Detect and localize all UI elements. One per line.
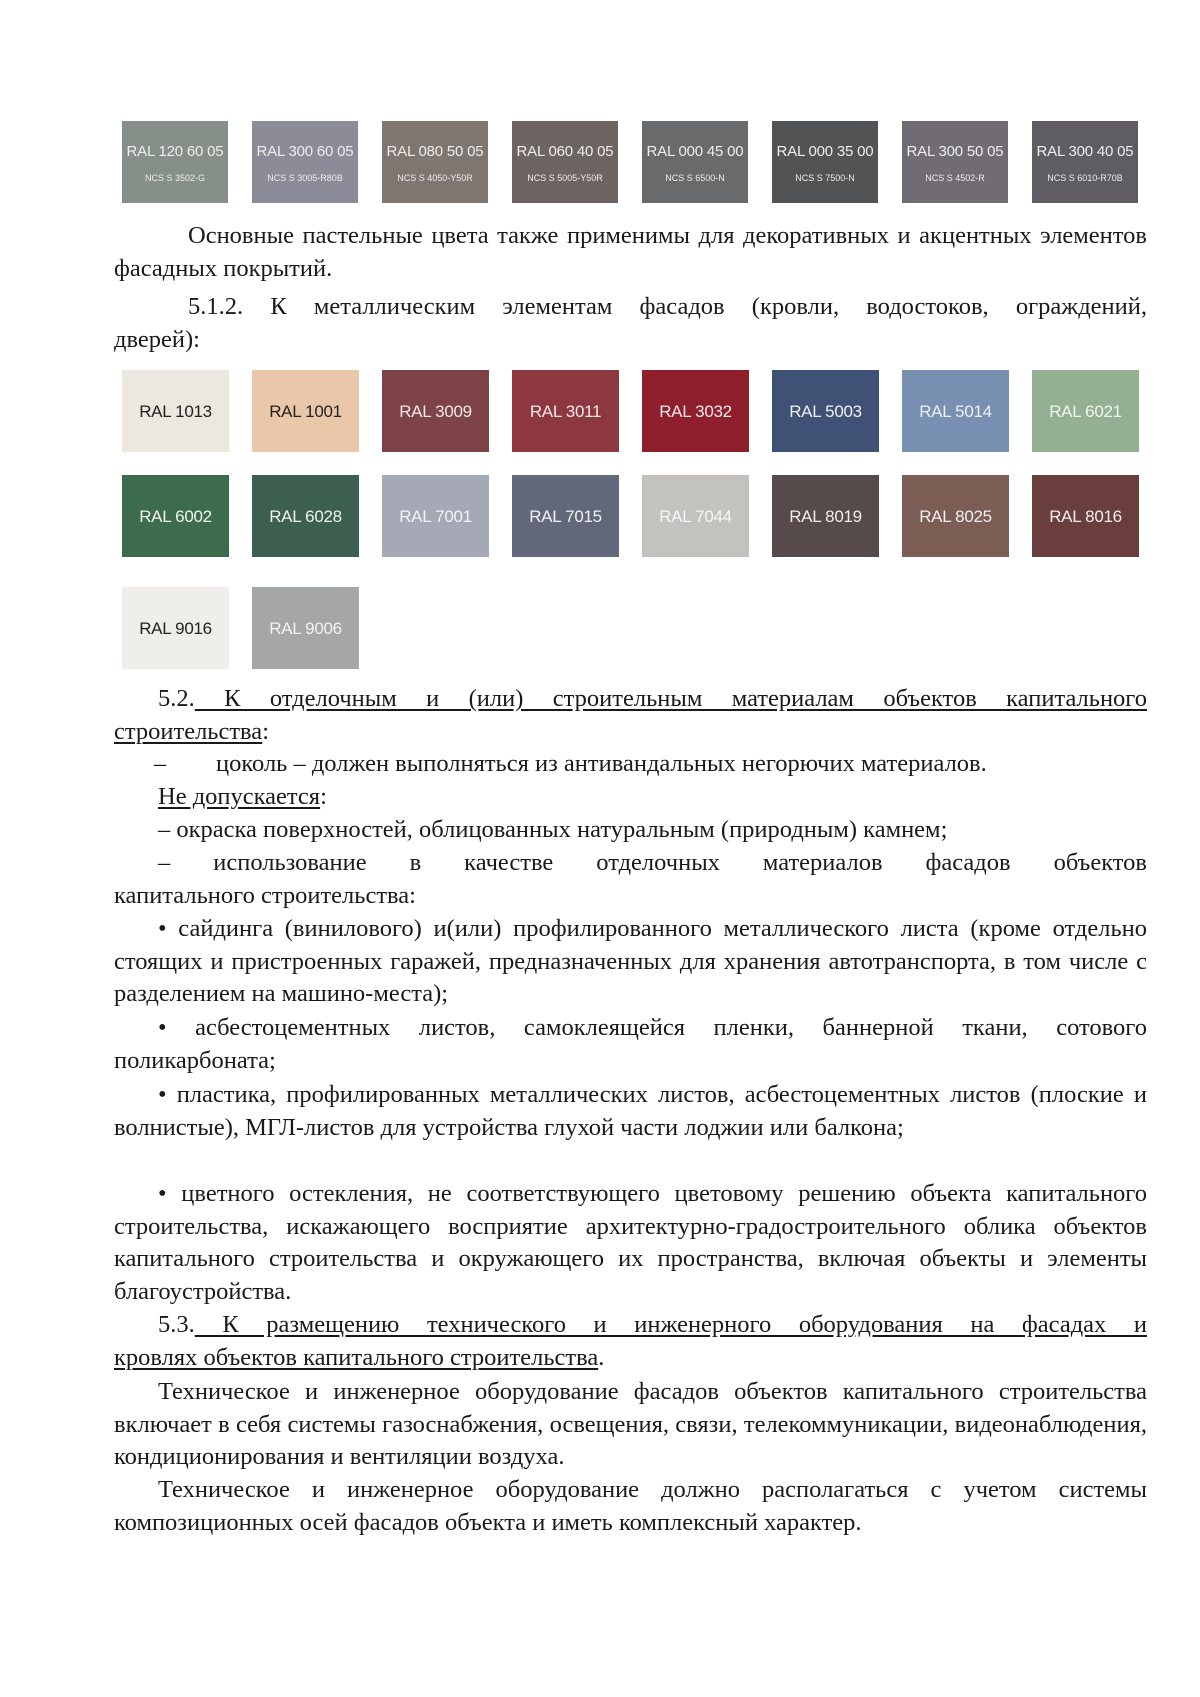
paragraph-equipment-2-text: Техническое и инженерное оборудование должно располагаться с учетом системы композиционных осей фасадов объекта и иметь комплексный характер.	[114, 1476, 1147, 1536]
bullet-siding	[114, 913, 1147, 1011]
bullet-glass-text: • цветного остекления, не соответствующего цветовому решению объекта капитального строительства, искажающего восприятие архитектурно-градостроительного облика объектов капитального строительства и окружающего их пространства, включая объекты и элементы благоустройства.	[114, 1180, 1147, 1305]
swatch-ral-label: RAL 1013	[139, 402, 212, 421]
not-allowed-colon: :	[320, 783, 327, 810]
paragraph-5-1-2-line2: дверей):	[114, 325, 200, 353]
swatch-ral-label: RAL 060 40 05	[516, 143, 614, 160]
item-use-line1: – использование в качестве отделочных материалов фасадов объектов	[158, 849, 1147, 876]
swatch-ral-label: RAL 000 35 00	[776, 143, 874, 160]
section-5-2-heading	[114, 683, 1147, 748]
section-5-3-dot: .	[598, 1343, 605, 1371]
swatch-ral-label: RAL 3032	[659, 402, 732, 421]
section-5-3-heading-line2	[114, 1342, 1147, 1375]
swatch-ral-label: RAL 7044	[659, 507, 732, 526]
color-swatch	[122, 370, 229, 452]
swatch-ral-label: RAL 6021	[1049, 402, 1122, 421]
color-swatch	[642, 475, 749, 557]
swatch-ral-label: RAL 1001	[269, 402, 342, 421]
section-5-3-title-part1: К размещению технического и инженерного оборудования на фасадах и	[194, 1311, 1147, 1338]
color-swatch	[512, 475, 619, 557]
color-swatch	[1032, 370, 1139, 452]
swatch-ral-label: RAL 6002	[139, 507, 212, 526]
plinth-text: цоколь – должен выполняться из антивандальных негорючих материалов.	[216, 750, 987, 777]
swatch-ral-label: RAL 3009	[399, 402, 472, 421]
color-swatch	[772, 475, 879, 557]
paragraph-pastel	[114, 220, 1147, 285]
color-swatch	[122, 121, 228, 203]
bullet-plastic	[114, 1079, 1147, 1144]
swatch-ncs-label: NCS S 3502-G	[144, 173, 206, 183]
color-swatch	[902, 475, 1009, 557]
bullet-asbestos-text: • асбестоцементных листов, самоклеящейся пленки, баннерной ткани, сотового поликарбоната;	[114, 1014, 1147, 1074]
color-swatch	[512, 121, 618, 203]
section-5-2-title-part2: строительства	[114, 717, 263, 745]
item-paint	[114, 814, 1147, 847]
swatch-ral-label: RAL 000 45 00	[646, 143, 744, 160]
swatch-ral-label: RAL 300 60 05	[256, 143, 354, 160]
bullet-siding-text: • сайдинга (винилового) и(или) профилированного металлического листа (кроме отдельно стоящих и пристроенных гаражей, предназначенных для хранения автотранспорта, в том числе с разделением на машино-места);	[114, 915, 1147, 1007]
color-swatch	[252, 587, 359, 669]
item-paint-text: – окраска поверхностей, облицованных натуральным (природным) камнем;	[158, 816, 948, 843]
color-swatch	[512, 370, 619, 452]
color-swatch	[1032, 121, 1138, 203]
swatch-ral-label: RAL 9006	[269, 619, 342, 638]
item-use-line2: капитального строительства:	[114, 881, 416, 909]
section-5-3-heading-line1	[114, 1309, 1147, 1342]
swatch-ral-label: RAL 6028	[269, 507, 342, 526]
color-swatch	[382, 370, 489, 452]
swatch-ncs-label: NCS S 6010-R70B	[1047, 173, 1123, 183]
plinth-dash: –	[154, 750, 167, 777]
section-5-3-number: 5.3.	[158, 1311, 195, 1338]
swatch-ral-label: RAL 8016	[1049, 507, 1122, 526]
color-swatch	[902, 370, 1009, 452]
swatch-ral-label: RAL 8019	[789, 507, 862, 526]
section-5-2-heading-line2	[114, 716, 1147, 749]
bullet-asbestos	[114, 1012, 1147, 1077]
swatch-ral-label: RAL 9016	[139, 619, 212, 638]
paragraph-equipment-2	[114, 1474, 1147, 1539]
bullet-plastic-text: • пластика, профилированных металлических листов, асбестоцементных листов (плоские и волнистые), МГЛ-листов для устройства глухой части лоджии или балкона;	[114, 1081, 1147, 1141]
not-allowed-label: Не допускается	[158, 783, 321, 810]
item-use	[114, 847, 1147, 912]
color-swatch	[902, 121, 1008, 203]
paragraph-5-1-2	[114, 291, 1147, 356]
swatch-ral-label: RAL 7015	[529, 507, 602, 526]
color-swatch	[642, 370, 749, 452]
swatch-ral-label: RAL 120 60 05	[126, 143, 224, 160]
swatch-ncs-label: NCS S 5005-Y50R	[527, 173, 603, 183]
paragraph-equipment-1-text: Техническое и инженерное оборудование фасадов объектов капитального строительства включает в себя системы газоснабжения, освещения, связи, телекоммуникации, видеонаблюдения, кондиционирования и вентиляции воздуха.	[114, 1378, 1147, 1470]
swatch-ral-label: RAL 300 50 05	[906, 143, 1004, 160]
color-swatch	[252, 370, 359, 452]
color-swatch	[772, 370, 879, 452]
swatch-ncs-label: NCS S 3005-R80B	[267, 173, 343, 183]
swatch-ral-label: RAL 5014	[919, 402, 992, 421]
section-5-2-title-part1: К отделочным и (или) строительным материалам объектов капитального	[194, 685, 1147, 712]
section-5-2-number: 5.2.	[158, 685, 195, 712]
swatch-ral-label: RAL 300 40 05	[1036, 143, 1134, 160]
section-5-3-heading	[114, 1309, 1147, 1374]
swatch-ral-label: RAL 5003	[789, 402, 862, 421]
swatch-ncs-label: NCS S 7500-N	[795, 173, 855, 183]
swatch-ral-label: RAL 7001	[399, 507, 472, 526]
not-allowed-heading	[114, 781, 1147, 814]
swatch-ral-label: RAL 080 50 05	[386, 143, 484, 160]
swatch-ncs-label: NCS S 4050-Y50R	[397, 173, 473, 183]
color-swatch	[252, 121, 358, 203]
color-swatch	[252, 475, 359, 557]
paragraph-pastel-text: Основные пастельные цвета также применимы для декоративных и акцентных элементов фасадных покрытий.	[114, 222, 1147, 282]
color-swatch	[122, 587, 229, 669]
color-swatch	[772, 121, 878, 203]
section-5-2-heading-line1	[114, 683, 1147, 716]
swatch-ral-label: RAL 8025	[919, 507, 992, 526]
color-swatch	[382, 475, 489, 557]
color-swatch	[642, 121, 748, 203]
color-swatch	[122, 475, 229, 557]
bullet-glass	[114, 1178, 1147, 1308]
section-5-3-title-part2: кровлях объектов капитального строительства	[114, 1343, 599, 1371]
color-swatch	[1032, 475, 1139, 557]
paragraph-5-1-2-line1: 5.1.2. К металлическим элементам фасадов (кровли, водостоков, ограждений,	[188, 293, 1147, 320]
color-swatch	[382, 121, 488, 203]
swatch-ncs-label: NCS S 4502-R	[925, 173, 985, 183]
section-5-2-colon: :	[262, 717, 269, 745]
swatch-ncs-label: NCS S 6500-N	[665, 173, 725, 183]
swatch-ral-label: RAL 3011	[529, 402, 602, 421]
paragraph-equipment-1	[114, 1376, 1147, 1474]
